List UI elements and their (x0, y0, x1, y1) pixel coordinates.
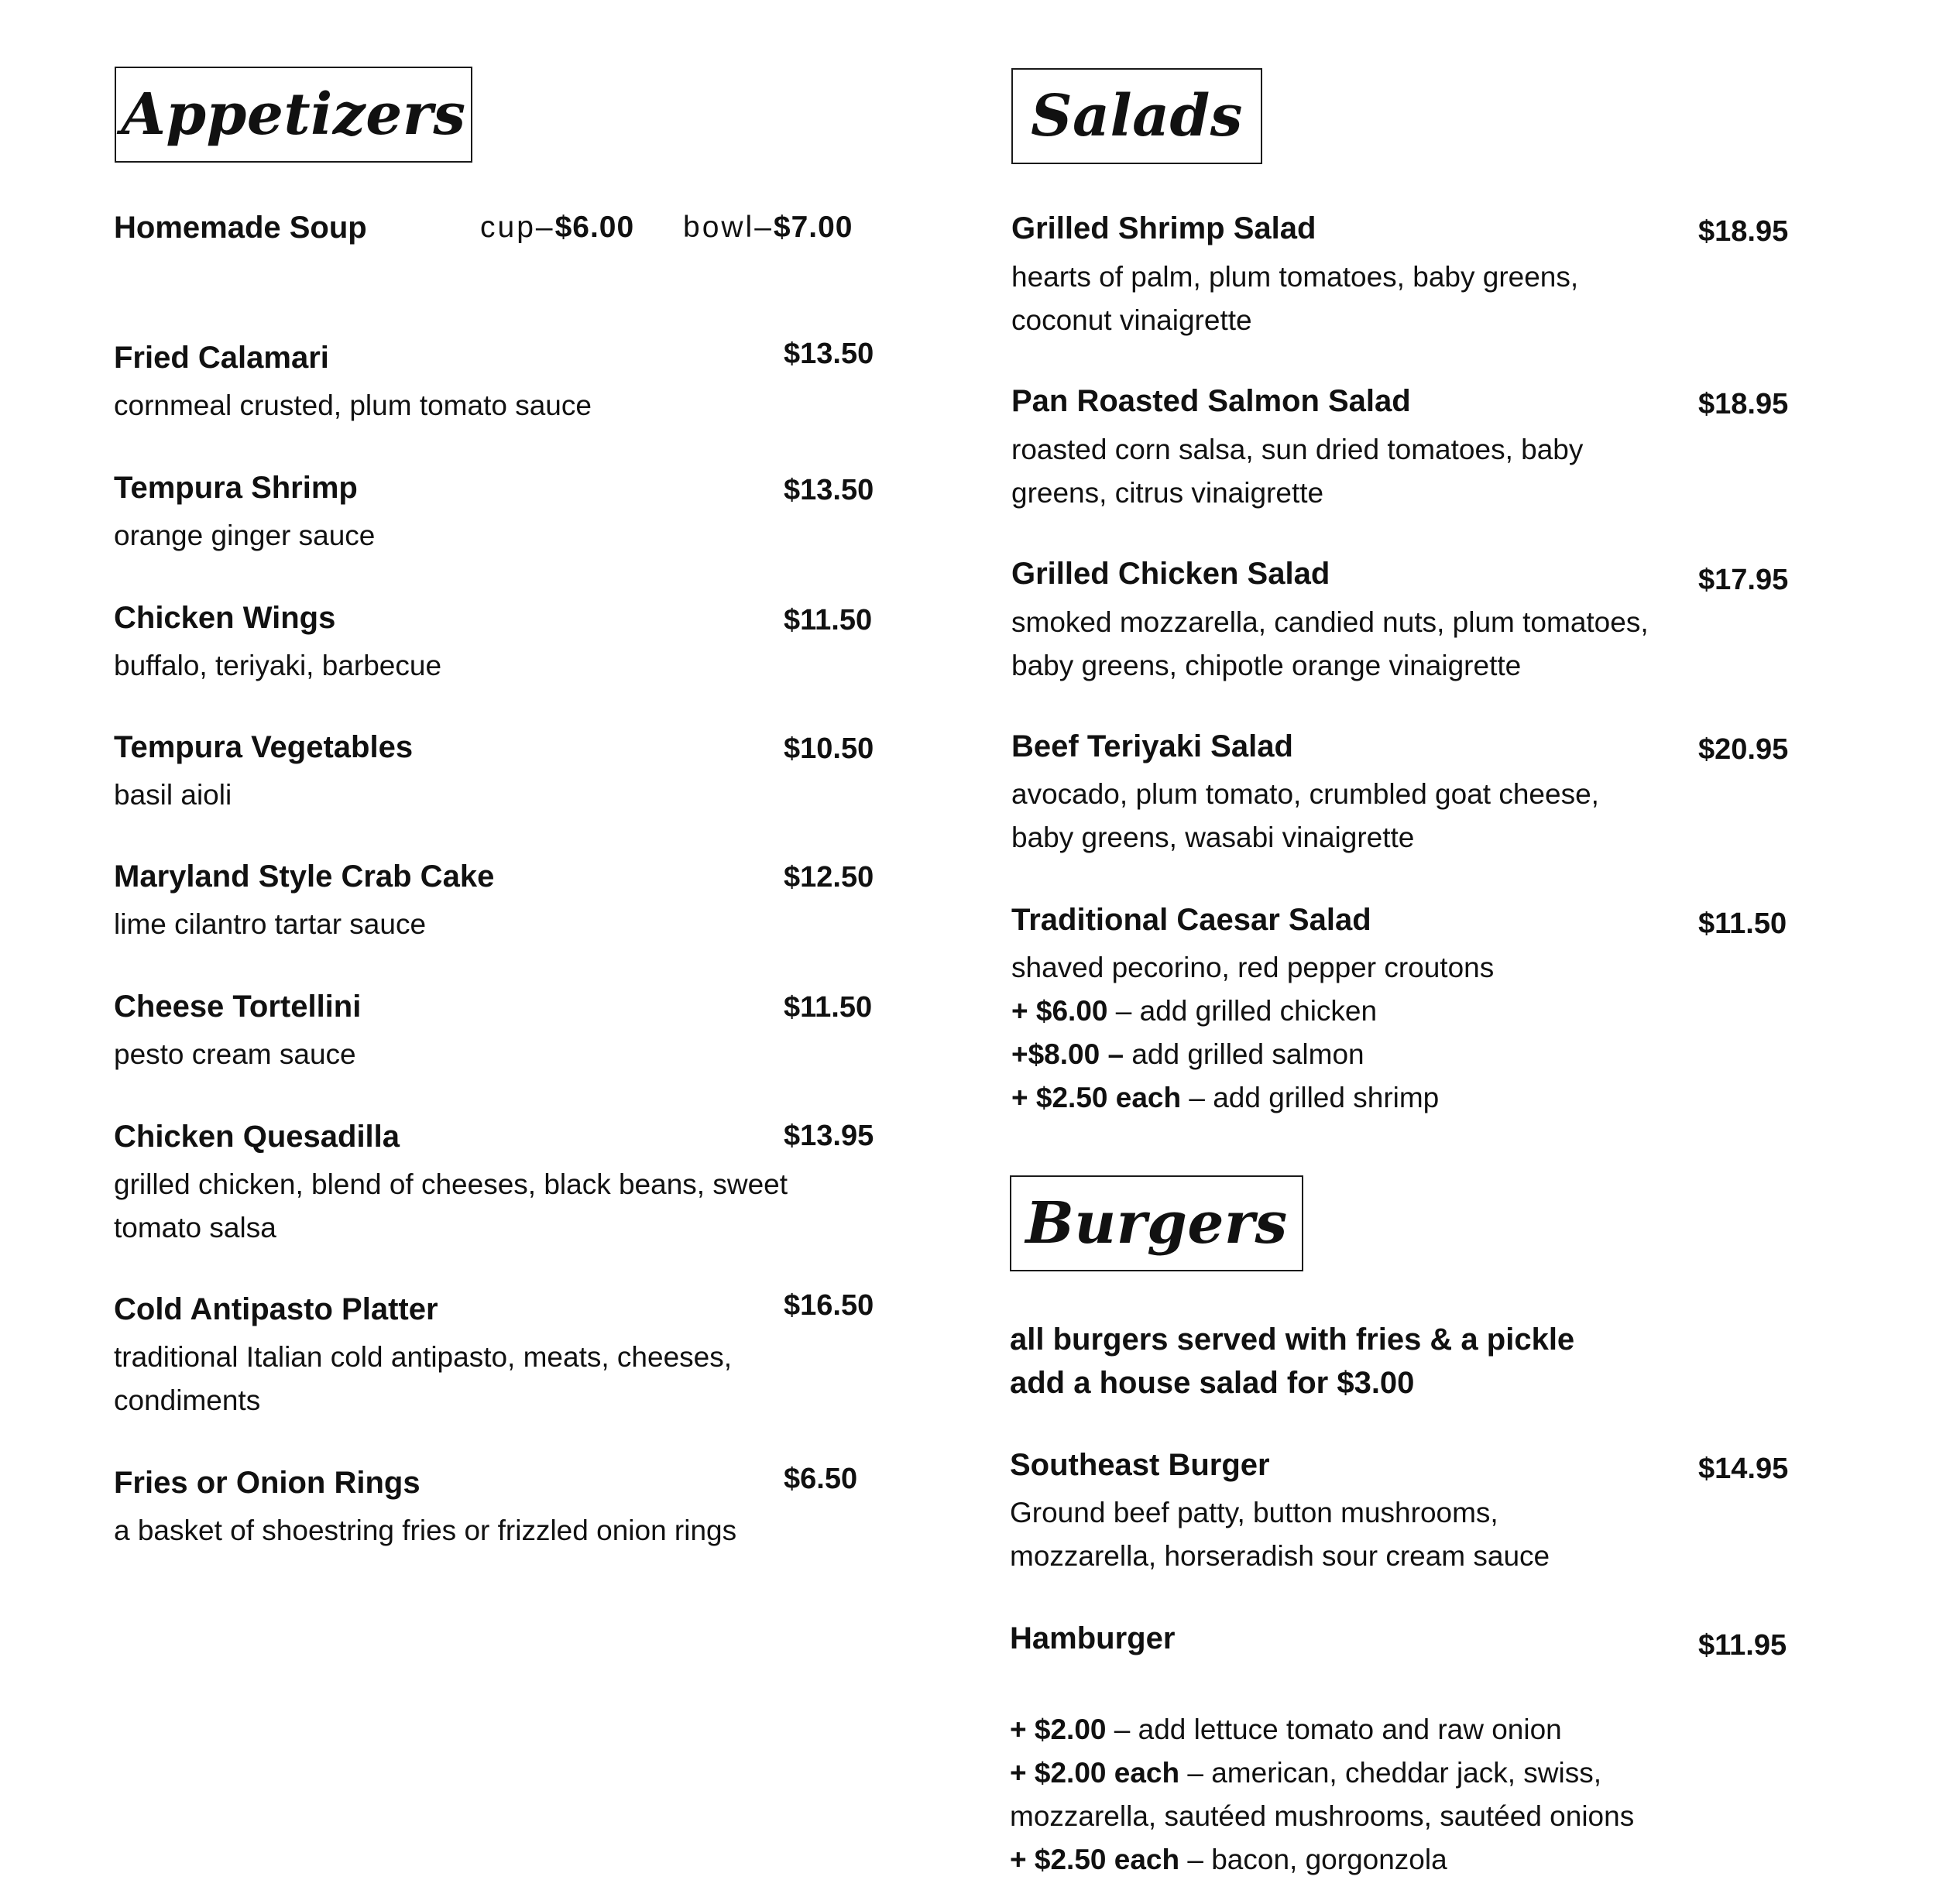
menu-item-price: $18.95 (1698, 388, 1789, 420)
soup-bowl-value: $7.00 (773, 211, 853, 244)
caesar-addon (1011, 990, 1377, 1033)
menu-item-name: Cold Antipasto Platter (114, 1292, 438, 1326)
salads-heading: Salads (1031, 83, 1243, 149)
menu-item-name: Pan Roasted Salmon Salad (1011, 384, 1411, 418)
soup-name: Homemade Soup (114, 211, 367, 245)
caesar-addon (1011, 1033, 1364, 1076)
menu-item-desc: basil aioli (114, 779, 232, 811)
menu-item-price: $11.50 (784, 604, 873, 636)
addon-price: + $2.50 each (1011, 1082, 1182, 1113)
menu-item-name: Grilled Chicken Salad (1011, 557, 1330, 591)
addon-text: – add grilled shrimp (1181, 1082, 1440, 1113)
menu-item-desc: orange ginger sauce (114, 520, 376, 551)
menu-item-name: Cheese Tortellini (114, 990, 362, 1024)
soup-bowl-label: bowl– (683, 211, 774, 244)
addon-price: + $6.00 (1011, 995, 1108, 1027)
burger-addon (1010, 1795, 1634, 1838)
menu-item-desc: roasted corn salsa, sun dried tomatoes, baby greens, citrus vinaigrette (1011, 434, 1584, 509)
menu-item-name: Traditional Caesar Salad (1011, 903, 1371, 937)
menu-item-name: Maryland Style Crab Cake (114, 859, 495, 894)
menu-item-desc: hearts of palm, plum tomatoes, baby greens, coconut vinaigrette (1011, 261, 1579, 336)
menu-item-price: $17.95 (1698, 564, 1789, 596)
menu-item-desc: lime cilantro tartar sauce (114, 908, 427, 940)
addon-text: add grilled salmon (1124, 1038, 1364, 1070)
menu-item-desc: shaved pecorino, red pepper croutons (1011, 952, 1495, 983)
menu-item-desc: Ground beef patty, button mushrooms, mozzarella, horseradish sour cream sauce (1010, 1497, 1550, 1572)
addon-price: + $2.00 (1010, 1714, 1107, 1745)
soup-bowl-price (683, 211, 853, 245)
addon-text: – bacon, gorgonzola (1179, 1844, 1447, 1875)
menu-item-name: Hamburger (1010, 1621, 1176, 1655)
menu-item-name: Beef Teriyaki Salad (1011, 729, 1293, 763)
menu-item-price: $13.50 (784, 338, 874, 370)
addon-text: – add grilled chicken (1107, 995, 1378, 1027)
menu-item-name: Southeast Burger (1010, 1448, 1270, 1482)
menu-item-name: Tempura Vegetables (114, 730, 414, 764)
menu-item-price: $11.50 (784, 991, 873, 1024)
menu-item-price: $14.95 (1698, 1453, 1789, 1485)
caesar-addon (1011, 1076, 1439, 1120)
addon-price: +$8.00 – (1011, 1038, 1124, 1070)
menu-item-desc: buffalo, teriyaki, barbecue (114, 650, 442, 681)
menu-item-price: $10.50 (784, 732, 874, 765)
menu-item-price: $13.95 (784, 1120, 874, 1152)
menu-item-price: $20.95 (1698, 733, 1789, 766)
menu-item-desc: a basket of shoestring fries or frizzled onion rings (114, 1515, 737, 1546)
menu-item-desc: grilled chicken, blend of cheeses, black beans, sweet tomato salsa (114, 1168, 788, 1244)
menu-item-desc: avocado, plum tomato, crumbled goat cheese, baby greens, wasabi vinaigrette (1011, 778, 1599, 853)
burgers-note-line2: add a house salad for $3.00 (1010, 1366, 1415, 1400)
menu-item-desc: cornmeal crusted, plum tomato sauce (114, 389, 592, 421)
appetizers-heading-box (115, 67, 472, 163)
menu-item-name: Grilled Shrimp Salad (1011, 211, 1316, 245)
menu-item-price: $18.95 (1698, 215, 1789, 248)
menu-item-price: $11.50 (1698, 907, 1787, 940)
menu-item-price: $11.95 (1698, 1629, 1787, 1662)
menu-item-name: Fried Calamari (114, 341, 329, 375)
addon-price: + $2.00 each (1010, 1757, 1180, 1789)
burgers-heading: Burgers (1025, 1190, 1288, 1257)
burger-addon (1010, 1751, 1601, 1795)
soup-cup-price (480, 211, 634, 245)
menu-item-name: Chicken Quesadilla (114, 1120, 400, 1154)
burger-addon (1010, 1838, 1447, 1882)
burger-addon (1010, 1708, 1562, 1751)
burgers-heading-box (1010, 1175, 1303, 1271)
menu-item-name: Chicken Wings (114, 601, 336, 635)
addon-text: – add lettuce tomato and raw onion (1106, 1714, 1562, 1745)
soup-cup-value: $6.00 (554, 211, 635, 244)
menu-item-desc: pesto cream sauce (114, 1038, 356, 1070)
salads-heading-box (1011, 68, 1262, 164)
menu-item-price: $16.50 (784, 1289, 874, 1322)
menu-item-name: Tempura Shrimp (114, 471, 358, 505)
menu-item-price: $13.50 (784, 474, 874, 506)
appetizers-heading: Appetizers (121, 81, 466, 148)
menu-item-price: $6.50 (784, 1463, 858, 1495)
menu-item-name: Fries or Onion Rings (114, 1466, 420, 1500)
addon-text: mozzarella, sautéed mushrooms, sautéed onions (1010, 1800, 1635, 1832)
menu-item-price: $12.50 (784, 861, 874, 894)
menu-item-desc: smoked mozzarella, candied nuts, plum tomatoes, baby greens, chipotle orange vinaigrette (1011, 606, 1649, 681)
addon-text: – american, cheddar jack, swiss, (1179, 1757, 1602, 1789)
burgers-note-line1: all burgers served with fries & a pickle (1010, 1323, 1575, 1357)
menu-item-desc: traditional Italian cold antipasto, meats, cheeses, condiments (114, 1341, 733, 1416)
addon-price: + $2.50 each (1010, 1844, 1180, 1875)
soup-cup-label: cup– (480, 211, 555, 244)
